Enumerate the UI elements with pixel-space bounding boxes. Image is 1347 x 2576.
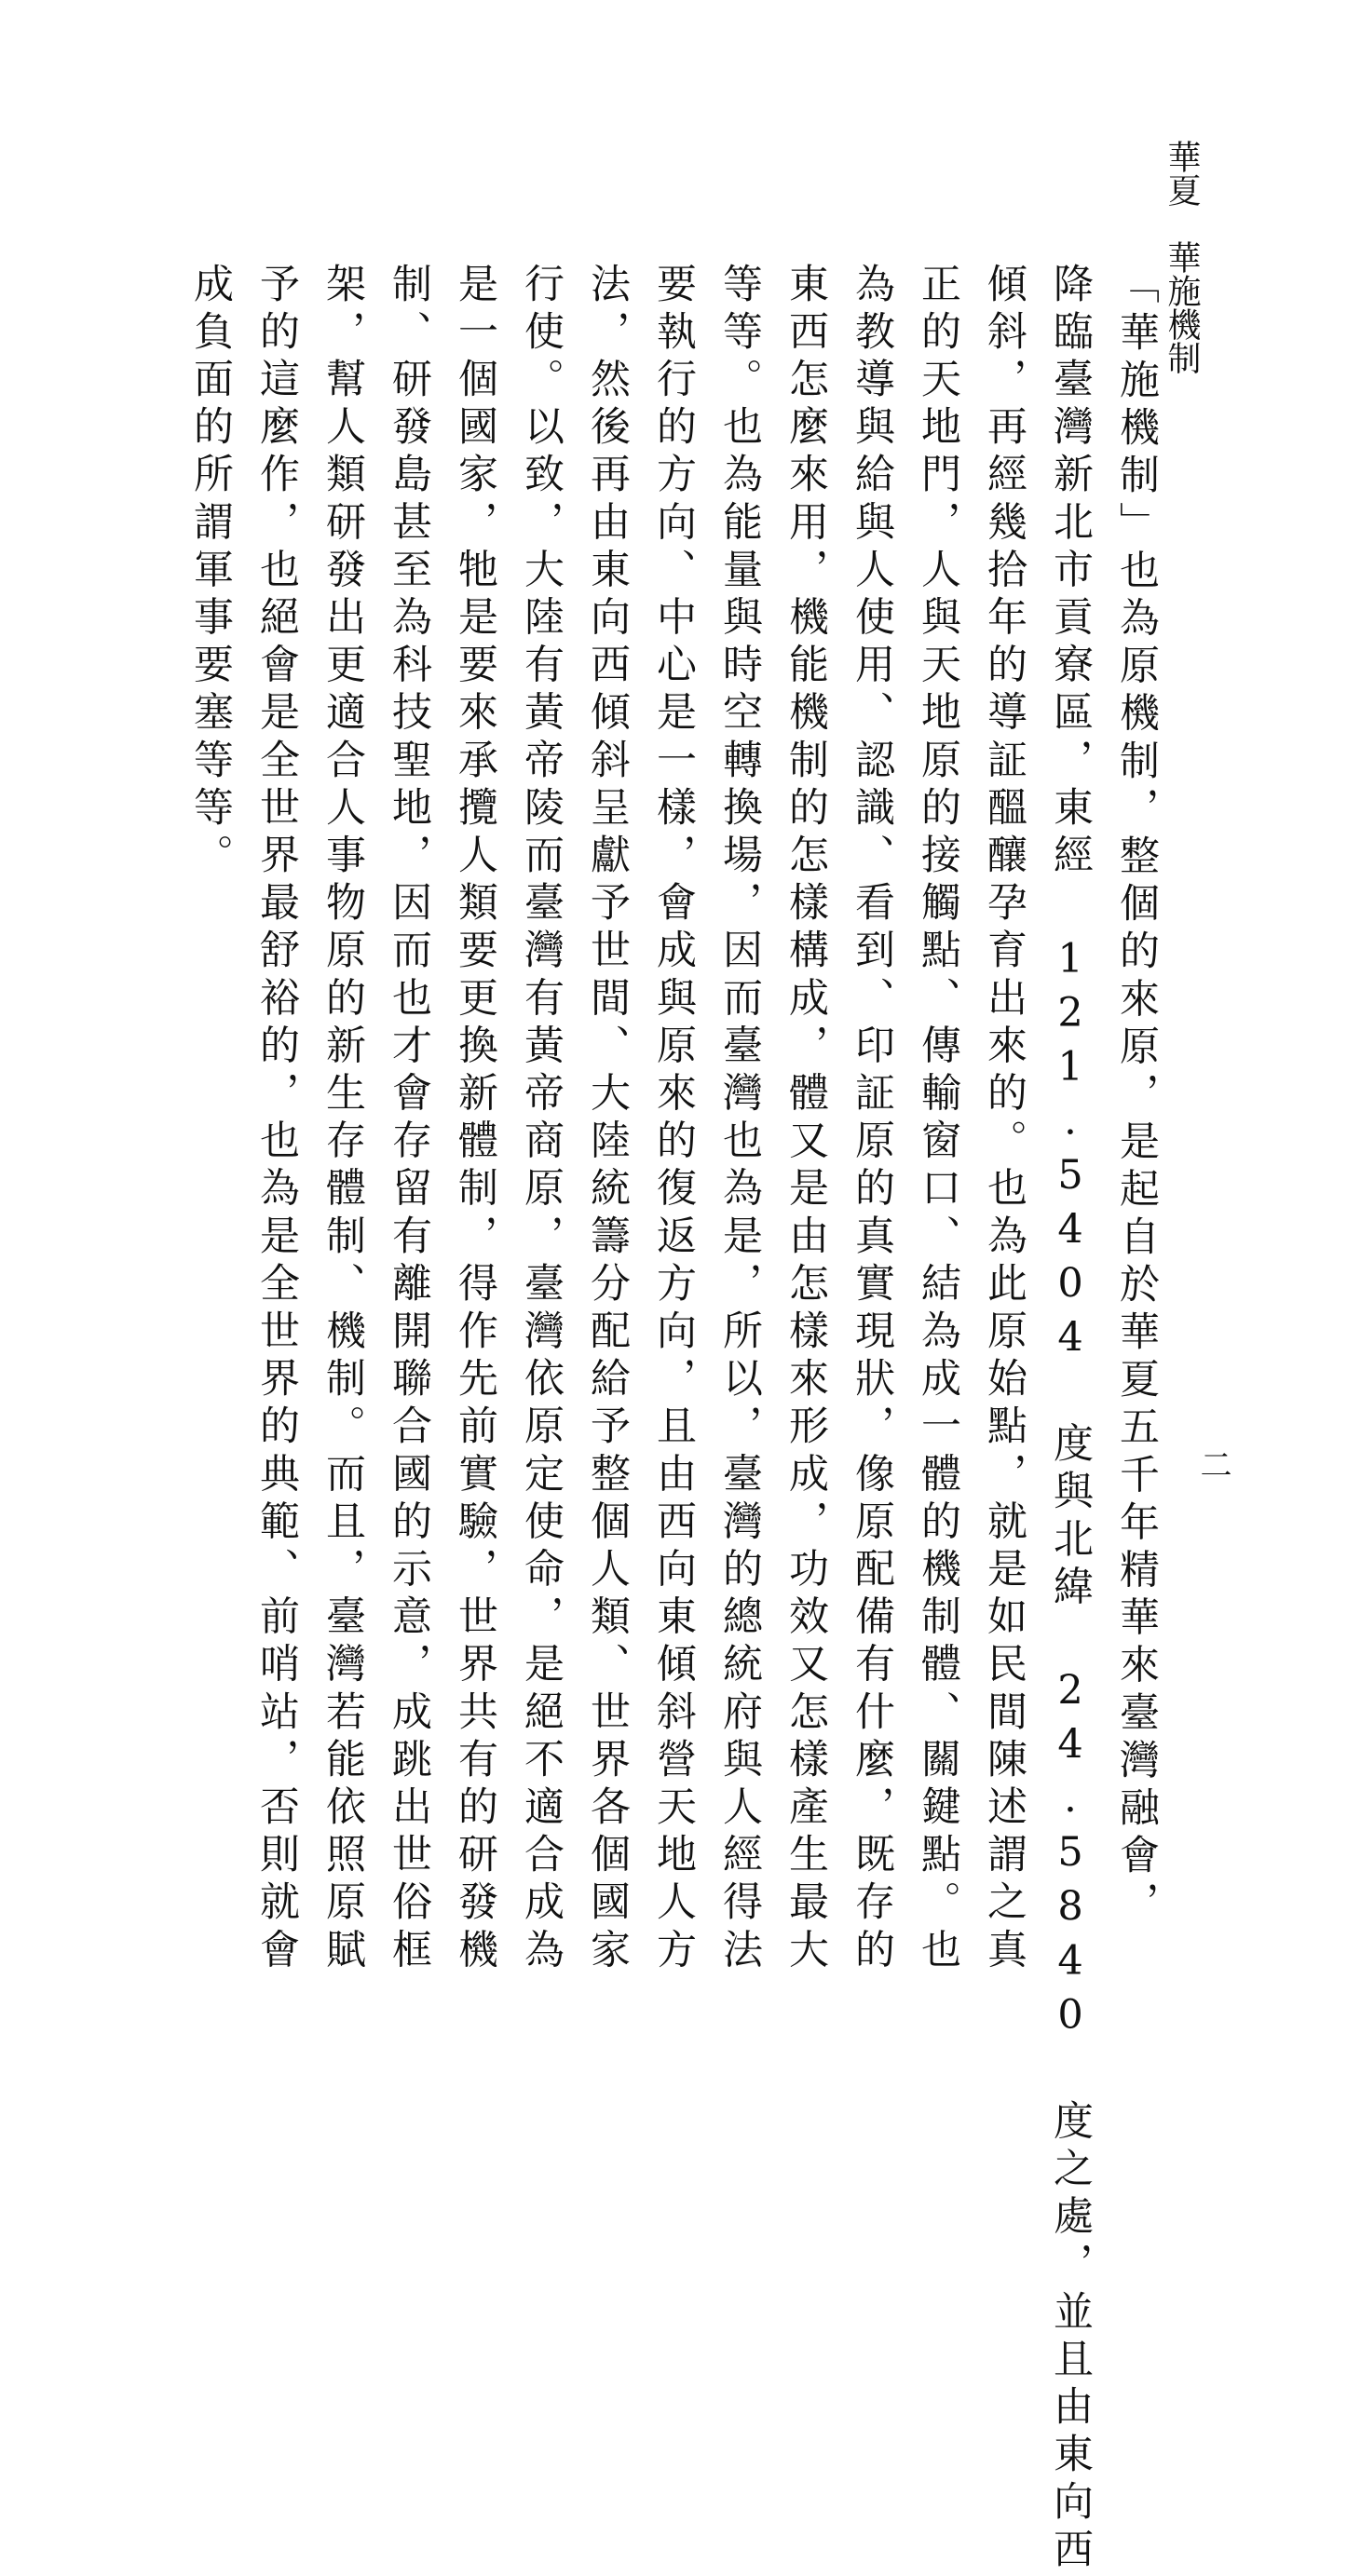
text-column: 制、研發島甚至為科技聖地，因而也才會存留有離開聯合國的示意，成跳出世俗框 xyxy=(386,263,432,1976)
page-number: 二 xyxy=(1194,1448,1231,1480)
text-column: 東西怎麼來用，機能機制的怎樣構成，體又是由怎樣來形成，功效又怎樣產生最大 xyxy=(782,263,829,1976)
text-column: 是一個國家，牠是要來承攬人類要更換新體制，得作先前實驗，世界共有的研發機 xyxy=(452,263,498,1976)
running-header: 華夏 華施機制 xyxy=(1163,140,1201,374)
text-column: 傾斜，再經幾拾年的導証醞釀孕育出來的。也為此原始點，就是如民間陳述謂之真 xyxy=(981,263,1027,1976)
text-column: 行使。以致，大陸有黃帝陵而臺灣有黃帝商原，臺灣依原定使命，是絕不適合成為 xyxy=(518,263,565,1976)
text-column: 法，然後再由東向西傾斜呈獻予世間、大陸統籌分配給予整個人類、世界各個國家 xyxy=(584,263,631,1976)
text-column: 要執行的方向、中心是一樣，會成與原來的復返方向，且由西向東傾斜營天地人方 xyxy=(650,263,697,1976)
text-column: 等等。也為能量與時空轉換場，因而臺灣也為是，所以，臺灣的總統府與人經得法 xyxy=(716,263,763,1976)
text-column: 予的這麼作，也絕會是全世界最舒裕的，也為是全世界的典範、前哨站，否則就會 xyxy=(253,263,300,1976)
text-column: 「華施機制」也為原機制，整個的來原，是起自於華夏五千年精華來臺灣融會， xyxy=(1113,264,1160,1930)
body-text xyxy=(158,263,1164,2576)
text-column: 架，幫人類研發出更適合人事物原的新生存體制、機制。而且，臺灣若能依照原賦 xyxy=(320,263,366,1976)
text-column: 降臨臺灣新北市貢寮區，東經 121.5404 度與北緯 24.5840 度之處，並且由東向西 xyxy=(1047,263,1094,2576)
text-column: 成負面的所謂軍事要塞等等。 xyxy=(187,263,234,882)
text-column: 正的天地門，人與天地原的接觸點、傳輸窗口、結為成一體的機制體、關鍵點。也 xyxy=(915,263,961,1976)
text-column: 為教導與給與人使用、認識、看到、印証原的真實現狀，像原配備有什麼，既存的 xyxy=(849,263,895,1976)
